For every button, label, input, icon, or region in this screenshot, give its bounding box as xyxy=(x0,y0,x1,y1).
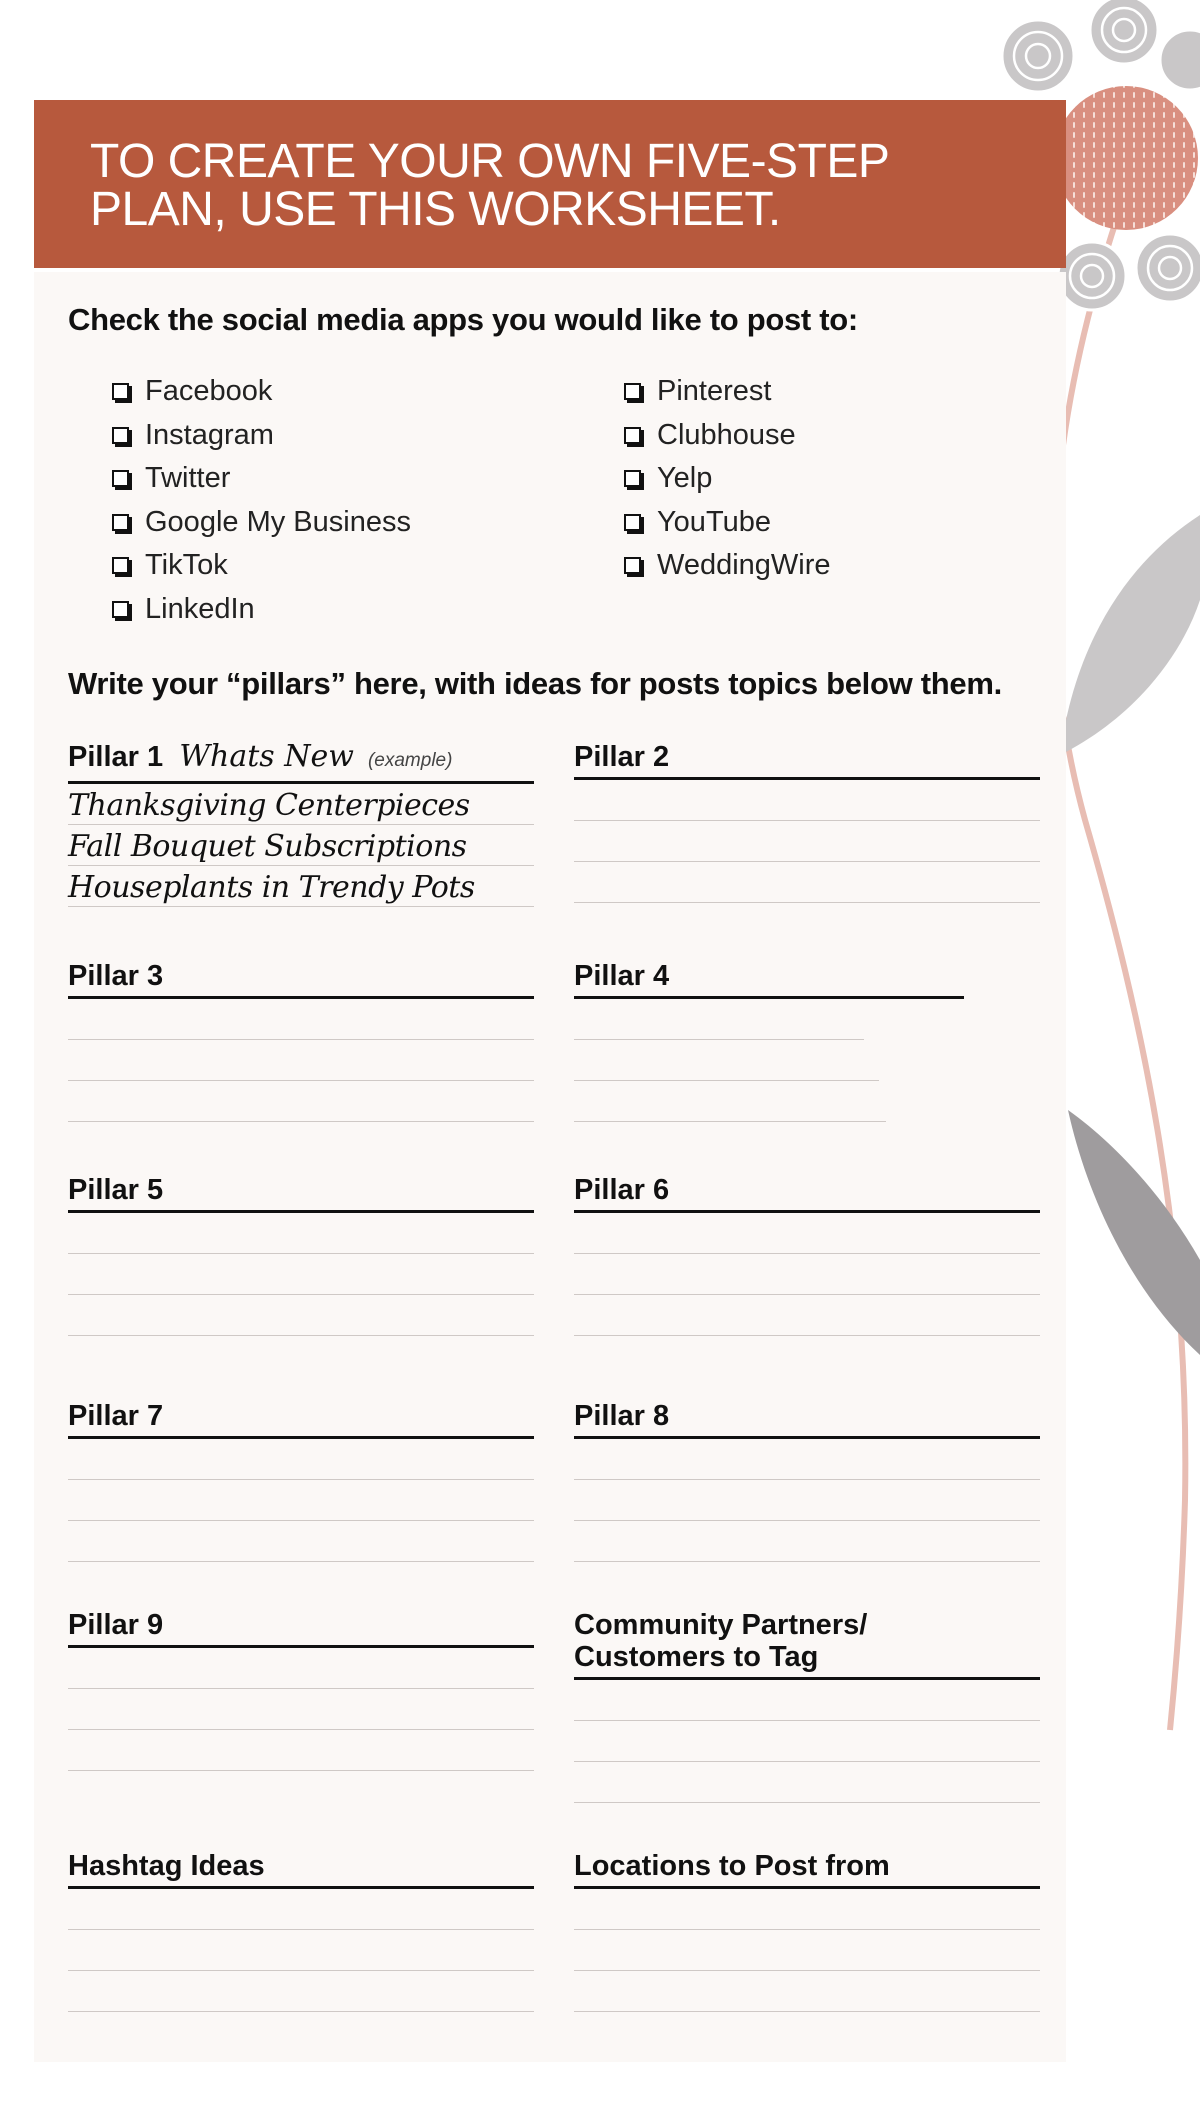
app-label: Pinterest xyxy=(657,375,772,408)
checkbox-icon[interactable] xyxy=(624,557,641,574)
pillar-3 xyxy=(68,960,534,1122)
apps-right-column xyxy=(618,370,831,588)
pillar-label: Pillar 8 xyxy=(574,1400,1040,1439)
write-line[interactable] xyxy=(68,1930,534,1971)
write-line[interactable] xyxy=(574,1721,1040,1762)
pillar-1 xyxy=(68,741,534,907)
checkbox-icon[interactable] xyxy=(624,383,641,400)
pillar-label: Pillar 3 xyxy=(68,960,534,999)
app-label: Yelp xyxy=(657,462,713,495)
write-line[interactable] xyxy=(68,1254,534,1295)
write-line[interactable] xyxy=(68,1689,534,1730)
write-line[interactable] xyxy=(574,780,1040,821)
checkbox-icon[interactable] xyxy=(112,383,129,400)
write-line[interactable] xyxy=(68,1295,534,1336)
pillar-label: Hashtag Ideas xyxy=(68,1850,534,1889)
pillar-7 xyxy=(68,1400,534,1562)
app-label: LinkedIn xyxy=(145,592,255,625)
apps-left-column xyxy=(106,370,411,631)
write-line[interactable] xyxy=(68,1889,534,1930)
app-option-youtube[interactable] xyxy=(618,501,831,545)
community-partners-section xyxy=(574,1609,1040,1803)
write-line[interactable] xyxy=(68,1213,534,1254)
app-label: WeddingWire xyxy=(657,549,831,582)
pillar-label: Community Partners/ Customers to Tag xyxy=(574,1609,868,1673)
app-label: Facebook xyxy=(145,375,273,408)
checkbox-icon[interactable] xyxy=(112,601,129,618)
write-line[interactable] xyxy=(574,1480,1040,1521)
write-line[interactable] xyxy=(574,1213,1040,1254)
pillar-5 xyxy=(68,1174,534,1336)
page-title: TO CREATE YOUR OWN FIVE-STEP PLAN, USE THIS WORKSHEET. xyxy=(90,135,889,236)
app-option-google-my-business[interactable] xyxy=(106,501,411,545)
pillar-9 xyxy=(68,1609,534,1771)
app-label: Clubhouse xyxy=(657,418,796,451)
app-option-weddingwire[interactable] xyxy=(618,544,831,588)
app-option-facebook[interactable] xyxy=(106,370,411,414)
write-line[interactable] xyxy=(574,1081,886,1122)
checkbox-icon[interactable] xyxy=(624,470,641,487)
pillar-example-name: Whats New xyxy=(179,739,354,774)
app-label: Google My Business xyxy=(145,505,411,538)
write-line[interactable] xyxy=(574,999,864,1040)
app-label: TikTok xyxy=(145,549,228,582)
app-option-linkedin[interactable] xyxy=(106,588,411,632)
pillar-label: Pillar 6 xyxy=(574,1174,1040,1213)
locations-section xyxy=(574,1850,1040,2012)
pillar-label: Pillar 7 xyxy=(68,1400,534,1439)
write-line[interactable] xyxy=(574,1762,1040,1803)
pillar-label: Pillar 4 xyxy=(574,960,964,999)
pillar-entry: Thanksgiving Centerpieces xyxy=(68,788,470,823)
pillar-4 xyxy=(574,960,964,1122)
pillars-heading: Write your “pillars” here, with ideas for posts topics below them. xyxy=(68,666,1002,701)
write-line[interactable] xyxy=(574,1040,879,1081)
pillar-label: Locations to Post from xyxy=(574,1850,1040,1889)
pillar-label-text: Pillar 1 xyxy=(68,741,164,773)
checkbox-icon[interactable] xyxy=(112,470,129,487)
app-label: Twitter xyxy=(145,462,231,495)
pillar-label: Pillar 9 xyxy=(68,1609,534,1648)
write-line[interactable] xyxy=(574,1254,1040,1295)
pillar-label: Pillar 5 xyxy=(68,1174,534,1213)
pillar-entry: Fall Bouquet Subscriptions xyxy=(68,829,467,864)
app-option-tiktok[interactable] xyxy=(106,544,411,588)
write-line[interactable] xyxy=(574,1680,1040,1721)
pillar-example-note: (example) xyxy=(367,750,453,771)
pillar-entry: Houseplants in Trendy Pots xyxy=(68,870,475,905)
app-label: YouTube xyxy=(657,505,771,538)
pillar-8 xyxy=(574,1400,1040,1562)
write-line[interactable] xyxy=(68,1730,534,1771)
write-line[interactable] xyxy=(68,999,534,1040)
write-line[interactable] xyxy=(574,1971,1040,2012)
checkbox-icon[interactable] xyxy=(112,427,129,444)
checkbox-icon[interactable] xyxy=(112,557,129,574)
pillar-6 xyxy=(574,1174,1040,1336)
write-line[interactable] xyxy=(574,1295,1040,1336)
social-apps-heading: Check the social media apps you would like to post to: xyxy=(68,302,858,337)
write-line[interactable] xyxy=(574,1521,1040,1562)
write-line[interactable] xyxy=(68,1040,534,1081)
checkbox-icon[interactable] xyxy=(624,427,641,444)
app-option-yelp[interactable] xyxy=(618,457,831,501)
app-option-instagram[interactable] xyxy=(106,414,411,458)
write-line[interactable] xyxy=(68,1971,534,2012)
app-option-pinterest[interactable] xyxy=(618,370,831,414)
checkbox-icon[interactable] xyxy=(624,514,641,531)
write-line[interactable] xyxy=(68,866,534,907)
write-line[interactable] xyxy=(68,1521,534,1562)
write-line[interactable] xyxy=(68,1480,534,1521)
hashtag-ideas-section xyxy=(68,1850,534,2012)
write-line[interactable] xyxy=(574,1889,1040,1930)
write-line[interactable] xyxy=(68,825,534,866)
write-line[interactable] xyxy=(68,1648,534,1689)
app-label: Instagram xyxy=(145,418,274,451)
write-line[interactable] xyxy=(574,862,1040,903)
write-line[interactable] xyxy=(574,821,1040,862)
write-line[interactable] xyxy=(68,1081,534,1122)
app-option-clubhouse[interactable] xyxy=(618,414,831,458)
app-option-twitter[interactable] xyxy=(106,457,411,501)
pillar-label: Pillar 2 xyxy=(574,741,1040,780)
write-line[interactable] xyxy=(574,1439,1040,1480)
write-line[interactable] xyxy=(574,1930,1040,1971)
title-banner xyxy=(34,100,1066,268)
write-line[interactable] xyxy=(68,1439,534,1480)
checkbox-icon[interactable] xyxy=(112,514,129,531)
pillar-2 xyxy=(574,741,1040,903)
pillar-label xyxy=(68,741,534,784)
write-line[interactable] xyxy=(68,784,534,825)
